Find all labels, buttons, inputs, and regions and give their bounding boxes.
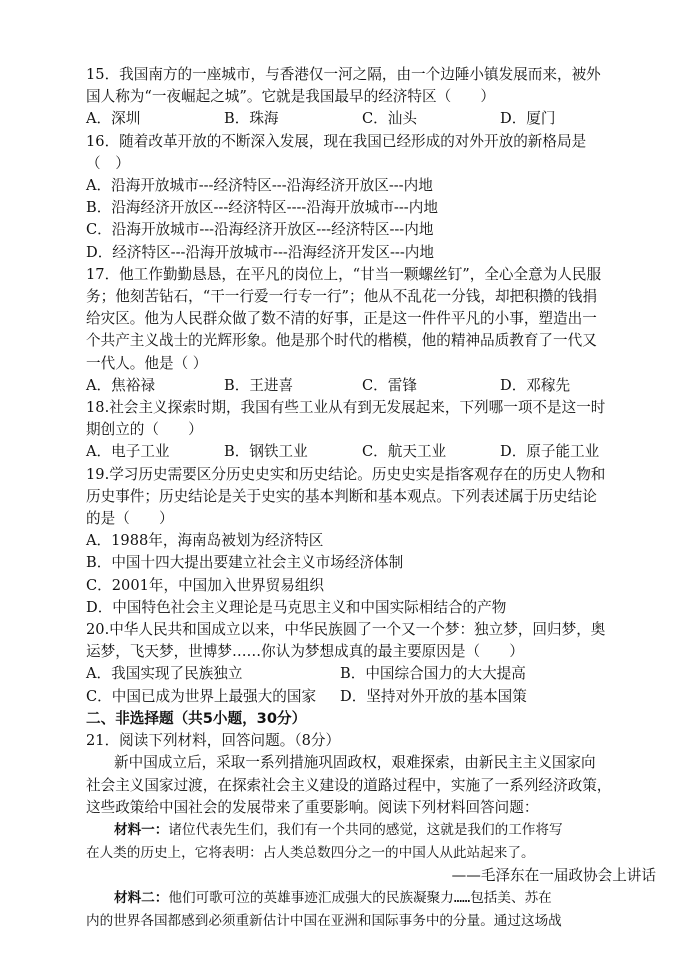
- material-one-source: ——毛泽东在一届政协会上讲话: [451, 866, 656, 884]
- q15-option-b: B．珠海: [224, 110, 279, 128]
- q17-option-b: B．王进喜: [224, 376, 294, 394]
- q17-stem-line3: 给灾区。他为人民群众做了数不清的好事，正是这一件件平凡的小事，塑造出一: [86, 310, 597, 328]
- q18-option-d: D．原子能工业: [500, 443, 600, 461]
- q20-option-d: D．坚持对外开放的基本国策: [340, 687, 527, 705]
- material-one-line2: 在人类的历史上，它将表明：占人类总数四分之一的中国人从此站起来了。: [86, 844, 535, 861]
- q16-option-b: B．沿海经济开放区---经济特区----沿海开放城市---内地: [86, 199, 438, 217]
- q18-stem-line2: 期创立的（ ）: [86, 421, 203, 439]
- q16-option-a: A．沿海开放城市---经济特区---沿海经济开放区---内地: [86, 177, 433, 195]
- q19-stem-line3: 的是（ ）: [86, 510, 174, 528]
- material-two-line2: 内的世界各国都感到必须重新估计中国在亚洲和国际事务中的分量。通过这场战: [86, 913, 562, 930]
- material-two-line1: [86, 887, 656, 910]
- q16-stem-line2: （ ）: [86, 154, 130, 172]
- q16-stem-line1: 16．随着改革开放的不断深入发展，现在我国已经形成的对外开放的新格局是: [86, 132, 587, 150]
- q19-stem-line1: 19.学习历史需要区分历史史实和历史结论。历史史实是指客观存在的历史人物和: [86, 465, 606, 483]
- q20-option-c: C．中国已成为世界上最强大的国家: [86, 687, 317, 705]
- section-heading: 二、非选择题（共5小题，30分）: [86, 709, 307, 727]
- q19-stem-line2: 历史事件；历史结论是关于史实的基本判断和基本观点。下列表述属于历史结论: [86, 487, 597, 505]
- exam-page: [86, 64, 656, 933]
- q20-stem-line1: 20.中华人民共和国成立以来，中华民族圆了一个又一个梦：独立梦，回归梦，奥: [86, 621, 606, 639]
- q15-stem-line1: 15．我国南方的一座城市，与香港仅一河之隔，由一个边陲小镇发展而来，被外: [86, 66, 601, 83]
- q21-intro-line1: 新中国成立后，采取一系列措施巩固政权，艰难探索，由新民主主义国家向: [114, 754, 596, 772]
- q15-options: [86, 108, 656, 130]
- q17-stem-line2: 务；他刻苦钻石，“干一行爱一行专一行”；他从不乱花一分钱，却把积攒的钱捐: [86, 288, 598, 306]
- q17-options: [86, 375, 656, 397]
- q21-stem: 21．阅读下列材料，回答问题。（8分）: [86, 732, 341, 750]
- q21-intro-line2: 社会主义国家过渡，在探索社会主义建设的道路过程中，实施了一系列经济政策，: [86, 776, 612, 794]
- q21-intro-line3: 这些政策给中国社会的发展带来了重要影响。阅读下列材料回答问题：: [86, 798, 539, 816]
- q18-options: [86, 441, 656, 463]
- material-two-text1: 他们可歌可泣的英雄事迹汇成强大的民族凝聚力……包括美、苏在: [168, 890, 552, 907]
- q17-option-d: D．邓稼先: [500, 376, 571, 394]
- q18-stem-line1: 18.社会主义探索时期，我国有些工业从有到无发展起来，下列哪一项不是这一时: [86, 399, 606, 417]
- q18-option-c: C．航天工业: [362, 443, 447, 461]
- q15-option-a: A．深圳: [86, 110, 141, 128]
- q16-option-d: D．经济特区---沿海开放城市---沿海经济开发区---内地: [86, 243, 434, 261]
- material-one-line1: [86, 819, 656, 842]
- q19-option-d: D．中国特色社会主义理论是马克思主义和中国实际相结合的产物: [86, 598, 507, 616]
- q20-option-b: B．中国综合国力的大大提高: [340, 665, 526, 683]
- q17-stem-line4: 个共产主义战士的光辉形象。他是那个时代的楷模，他的精神品质教育了一代又: [86, 332, 597, 350]
- q17-option-a: A．焦裕禄: [86, 376, 155, 394]
- q17-stem-line1: 17．他工作勤勤恳恳，在平凡的岗位上，“甘当一颗螺丝钉”，全心全意为人民服: [86, 265, 602, 283]
- q17-option-c: C．雷锋: [362, 376, 417, 394]
- q20-options-row1: [86, 663, 656, 685]
- q20-stem-line2: 运梦，飞天梦，世博梦……你认为梦想成真的最主要原因是（ ）: [86, 643, 524, 661]
- q15-option-c: C．汕头: [362, 110, 417, 128]
- q19-option-b: B．中国十四大提出要建立社会主义市场经济体制: [86, 554, 404, 572]
- q16-option-c: C．沿海开放城市---沿海经济开放区---经济特区---内地: [86, 221, 434, 239]
- q17-stem-line5: 一代人。他是（ ）: [86, 354, 208, 372]
- q18-option-a: A．电子工业: [86, 443, 170, 461]
- q15-stem-line2: 国人称为“一夜崛起之城”。它就是我国最早的经济特区（ ）: [86, 88, 495, 106]
- q20-options-row2: [86, 686, 656, 708]
- material-two-label: 材料二：: [114, 890, 169, 907]
- q19-option-c: C．2001年，中国加入世界贸易组织: [86, 576, 325, 594]
- q18-option-b: B．钢铁工业: [224, 443, 308, 461]
- material-one-label: 材料一：: [114, 821, 169, 838]
- material-one-text1: 诸位代表先生们，我们有一个共同的感觉，这就是我们的工作将写: [168, 821, 563, 838]
- q20-option-a: A．我国实现了民族独立: [86, 665, 243, 683]
- q15-option-d: D．厦门: [500, 110, 556, 128]
- q19-option-a: A．1988年，海南岛被划为经济特区: [86, 532, 324, 550]
